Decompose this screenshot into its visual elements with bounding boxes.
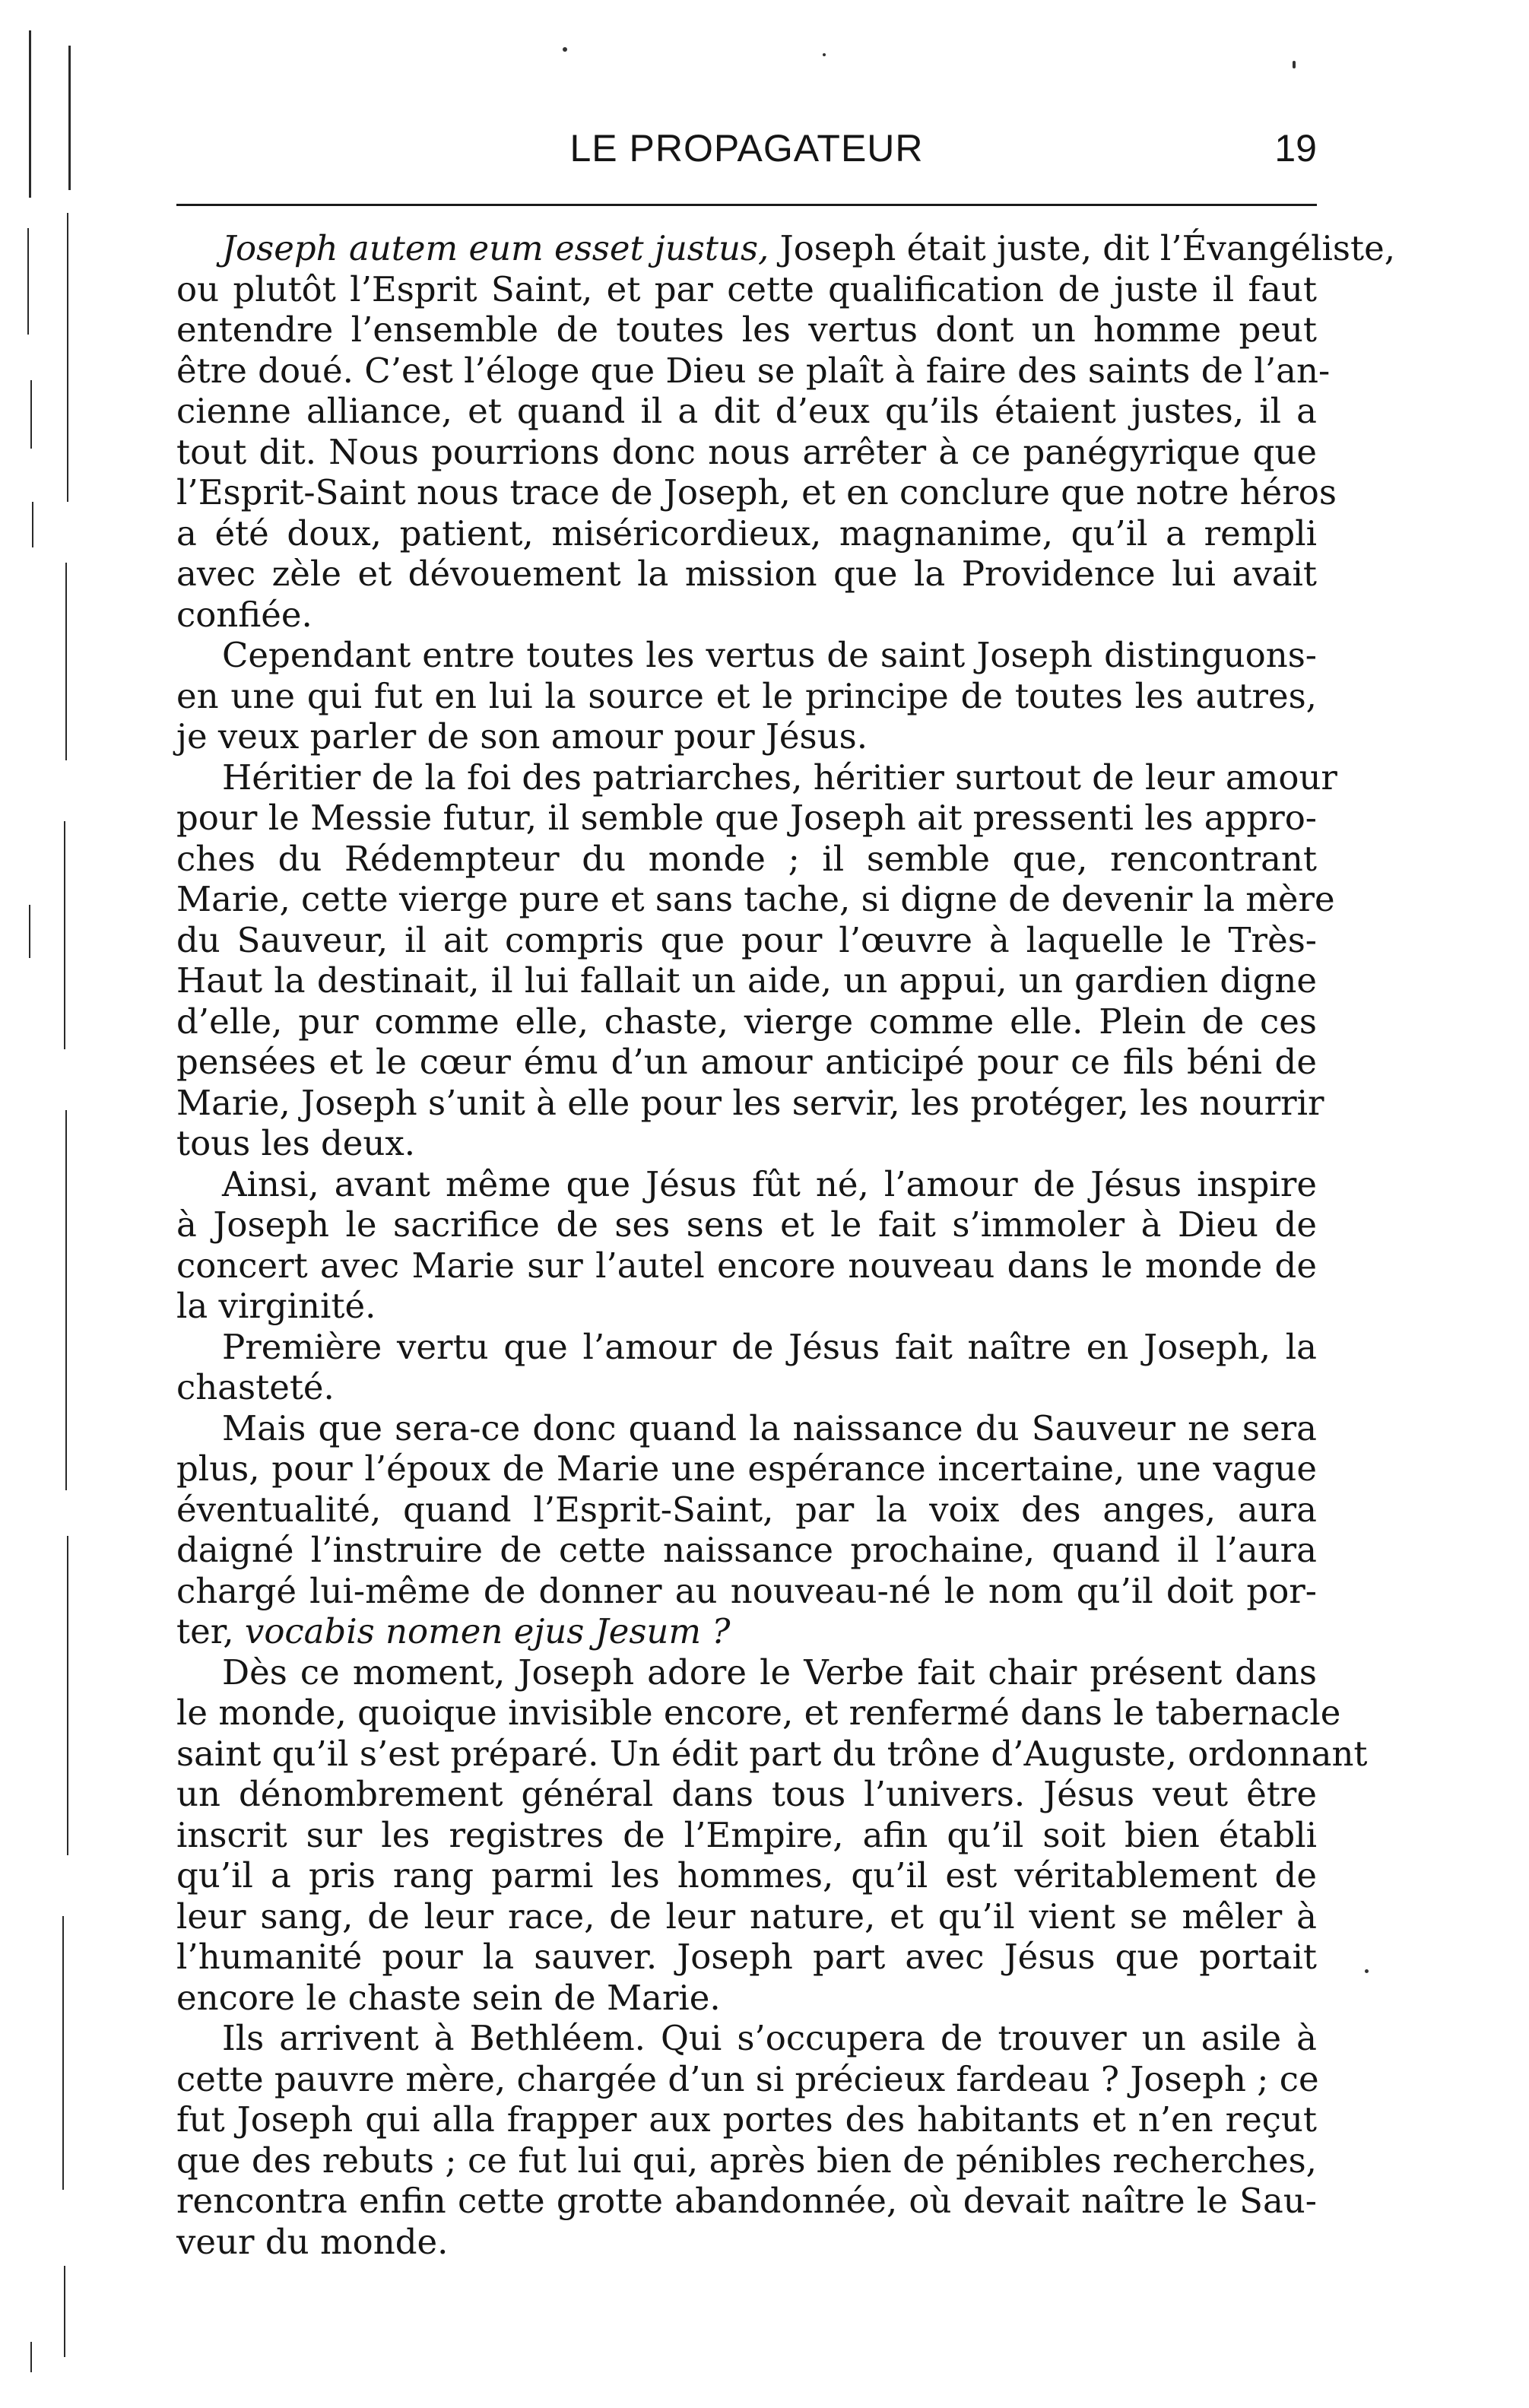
line-text: Première vertu que l’amour de Jésus fait naître en Joseph, la bbox=[222, 1326, 1317, 1367]
line-text: que des rebuts ; ce fut lui qui, après bien de pénibles recherches, bbox=[176, 2140, 1317, 2181]
line-text: Marie, Joseph s’unit à elle pour les servir, les protéger, les nourrir bbox=[176, 1082, 1324, 1123]
text-line bbox=[176, 1164, 1317, 1205]
text-line bbox=[176, 309, 1317, 351]
text-line bbox=[176, 1367, 1317, 1408]
text-line bbox=[176, 716, 1317, 757]
text-line bbox=[176, 513, 1317, 554]
scan-speck bbox=[563, 47, 567, 52]
text-line bbox=[176, 595, 1317, 636]
line-text: Ainsi, avant même que Jésus fût né, l’amour de Jésus inspire bbox=[222, 1163, 1317, 1204]
text-line bbox=[176, 757, 1337, 798]
text-line bbox=[176, 1245, 1317, 1286]
scan-speck bbox=[823, 53, 826, 56]
text-line bbox=[176, 1978, 1317, 2019]
line-text: un dénombrement général dans tous l’univers. Jésus veut être bbox=[176, 1774, 1317, 1814]
scan-speck bbox=[1365, 1969, 1369, 1973]
page-header bbox=[176, 122, 1317, 175]
line-text: concert avec Marie sur l’autel encore nouveau dans le monde de bbox=[176, 1245, 1317, 1286]
line-text: du Sauveur, il ait compris que pour l’œuvre à laquelle le Très- bbox=[176, 919, 1317, 960]
text-line bbox=[176, 1408, 1317, 1449]
text-line bbox=[176, 1855, 1317, 1896]
paragraph bbox=[176, 1164, 1317, 1327]
text-line bbox=[176, 960, 1317, 1001]
text-line bbox=[176, 554, 1317, 595]
line-text: éventualité, quand l’Esprit-Saint, par la voix des anges, aura bbox=[176, 1489, 1317, 1530]
text-line bbox=[176, 1448, 1317, 1490]
text-line bbox=[176, 2059, 1317, 2100]
text-line bbox=[176, 1204, 1317, 1245]
text-line bbox=[176, 1611, 1317, 1652]
text-line bbox=[176, 798, 1317, 839]
text-line bbox=[176, 2099, 1317, 2140]
text-line bbox=[176, 391, 1317, 432]
text-line bbox=[176, 1327, 1317, 1368]
text-line bbox=[176, 432, 1317, 473]
text-line bbox=[176, 2181, 1317, 2222]
line-text: cienne alliance, et quand il a dit d’eux qu’ils étaient justes, il a bbox=[176, 391, 1317, 431]
line-text: l’Esprit-Saint nous trace de Joseph, et en conclure que notre héros bbox=[176, 472, 1337, 512]
latin-quote: vocabis nomen ejus Jesum ? bbox=[244, 1611, 731, 1651]
text-line bbox=[176, 269, 1317, 310]
body-text bbox=[176, 228, 1395, 2262]
line-text: à Joseph le sacrifice de ses sens et le fait s’immoler à Dieu de bbox=[176, 1204, 1317, 1245]
line-text: pensées et le cœur ému d’un amour anticipé pour ce fils béni de bbox=[176, 1042, 1317, 1082]
line-text: rencontra enfin cette grotte abandonnée, où devait naître le Sau- bbox=[176, 2181, 1317, 2221]
text-line bbox=[176, 1774, 1317, 1815]
paragraph bbox=[176, 1651, 1368, 2019]
text-line bbox=[176, 350, 1331, 392]
line-text: ou plutôt l’Esprit Saint, et par cette qualification de juste il faut bbox=[176, 268, 1317, 309]
line-text: Mais que sera-ce donc quand la naissance du Sauveur ne sera bbox=[222, 1407, 1317, 1448]
text-line bbox=[176, 676, 1317, 717]
paragraph bbox=[176, 228, 1395, 635]
text-line bbox=[176, 1123, 1317, 1164]
scan-edge-artifacts bbox=[21, 30, 82, 2372]
text-line bbox=[176, 1082, 1324, 1124]
line-text: Dès ce moment, Joseph adore le Verbe fait chair présent dans bbox=[222, 1651, 1317, 1693]
line-text: entendre l’ensemble de toutes les vertus dont un homme peut bbox=[176, 309, 1317, 350]
line-text: le monde, quoique invisible encore, et renfermé dans le tabernacle bbox=[176, 1693, 1341, 1733]
line-text: être doué. C’est l’éloge que Dieu se plaît à faire des saints de l’an- bbox=[176, 350, 1331, 391]
line-text: inscrit sur les registres de l’Empire, afin qu’il soit bien établi bbox=[176, 1814, 1317, 1855]
line-text: a été doux, patient, miséricordieux, magnanime, qu’il a rempli bbox=[176, 512, 1317, 554]
text-line bbox=[176, 228, 1395, 269]
line-text: Cependant entre toutes les vertus de saint Joseph distinguons- bbox=[222, 635, 1317, 675]
paragraph bbox=[176, 2018, 1317, 2262]
line-text: saint qu’il s’est préparé. Un édit part du trône d’Auguste, ordonnant bbox=[176, 1733, 1368, 1774]
line-text: Haut la destinait, il lui fallait un aide, un appui, un gardien digne bbox=[176, 960, 1317, 1001]
line-text: Héritier de la foi des patriarches, héritier surtout de leur amour bbox=[222, 757, 1337, 798]
line-text: plus, pour l’époux de Marie une espérance incertaine, une vague bbox=[176, 1448, 1317, 1489]
line-text: avec zèle et dévouement la mission que la Providence lui avait bbox=[176, 554, 1317, 594]
running-title: LE PROPAGATEUR bbox=[569, 127, 924, 170]
page-number: 19 bbox=[1274, 127, 1317, 170]
scan-speck bbox=[1293, 61, 1296, 68]
line-text: l’humanité pour la sauver. Joseph part avec Jésus que portait bbox=[176, 1937, 1317, 1977]
text-line bbox=[176, 1693, 1341, 1734]
text-line bbox=[176, 1652, 1317, 1693]
text-line bbox=[176, 1286, 1317, 1327]
line-text: je veux parler de son amour pour Jésus. bbox=[176, 716, 868, 757]
line-text: ches du Rédempteur du monde ; il semble que, rencontrant bbox=[176, 838, 1317, 879]
text-line bbox=[176, 1001, 1317, 1042]
text-line bbox=[176, 1815, 1317, 1856]
line-text: ter, bbox=[176, 1611, 245, 1651]
text-line bbox=[176, 1937, 1317, 1978]
line-text: cette pauvre mère, chargée d’un si précieux fardeau ? Joseph ; ce bbox=[176, 2058, 1319, 2099]
line-text: d’elle, pur comme elle, chaste, vierge comme elle. Plein de ces bbox=[176, 1001, 1317, 1042]
line-text: fut Joseph qui alla frapper aux portes des habitants et n’en reçut bbox=[176, 2099, 1317, 2140]
line-text: chargé lui-même de donner au nouveau-né le nom qu’il doit por- bbox=[176, 1570, 1317, 1611]
text-line bbox=[176, 1733, 1368, 1775]
latin-quote: Joseph autem eum esset justus, bbox=[222, 228, 769, 268]
text-line bbox=[176, 1571, 1317, 1612]
text-line bbox=[176, 2018, 1317, 2059]
line-text: veur du monde. bbox=[176, 2221, 449, 2262]
text-line bbox=[176, 1530, 1317, 1571]
text-line bbox=[176, 2222, 1317, 2263]
line-text: Joseph était juste, dit l’Évangéliste, bbox=[769, 228, 1395, 268]
line-text: tout dit. Nous pourrions donc nous arrêter à ce panégyrique que bbox=[176, 431, 1317, 472]
text-line bbox=[176, 879, 1335, 920]
line-text: Marie, cette vierge pure et sans tache, si digne de devenir la mère bbox=[176, 879, 1335, 919]
line-text: leur sang, de leur race, de leur nature, et qu’il vient se mêler à bbox=[176, 1896, 1317, 1937]
line-text: en une qui fut en lui la source et le principe de toutes les autres, bbox=[176, 675, 1317, 716]
paragraph bbox=[176, 1327, 1317, 1408]
line-text: chasteté. bbox=[176, 1367, 335, 1407]
paragraph bbox=[176, 635, 1317, 757]
line-text: tous les deux. bbox=[176, 1123, 416, 1163]
text-line bbox=[176, 1042, 1317, 1083]
paragraph bbox=[176, 757, 1337, 1164]
text-line bbox=[176, 2140, 1317, 2181]
line-text: confiée. bbox=[176, 594, 312, 635]
text-line bbox=[176, 839, 1317, 880]
line-text: pour le Messie futur, il semble que Joseph ait pressenti les appro- bbox=[176, 798, 1317, 838]
line-text: qu’il a pris rang parmi les hommes, qu’il est véritablement de bbox=[176, 1855, 1317, 1896]
text-line bbox=[176, 472, 1337, 513]
line-text: Ils arrivent à Bethléem. Qui s’occupera de trouver un asile à bbox=[222, 2018, 1317, 2058]
paragraph bbox=[176, 1408, 1317, 1652]
line-text: daigné l’instruire de cette naissance prochaine, quand il l’aura bbox=[176, 1530, 1317, 1570]
text-line bbox=[176, 920, 1317, 961]
line-text: la virginité. bbox=[176, 1286, 376, 1326]
text-line bbox=[176, 635, 1317, 676]
line-text: encore le chaste sein de Marie. bbox=[176, 1977, 721, 2018]
header-rule bbox=[176, 204, 1317, 206]
text-line bbox=[176, 1896, 1317, 1937]
text-line bbox=[176, 1490, 1317, 1531]
